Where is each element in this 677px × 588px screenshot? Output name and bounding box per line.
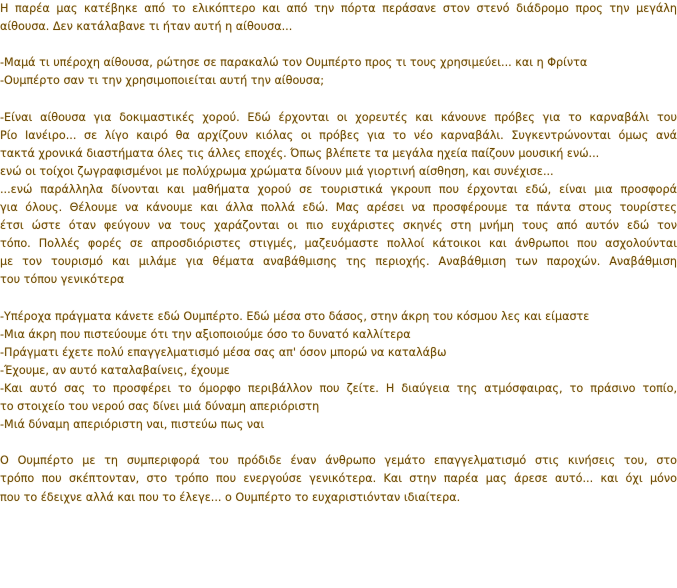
text-line: -Και αυτό σας το προσφέρει το όμορφο περιβάλλον που ζείτε. Η διαύγεια της ατμόσφαιρας, το πράσινο τοπίο, [0,381,677,395]
text-line: για όλους. Θέλουμε να κάνουμε και άλλα πολλά εδώ. Μας αρέσει να προσφέρουμε τα πάντα στους τουρίστες [0,201,677,215]
text-line: -Είναι αίθουσα για δοκιμαστικές χορού. Εδώ έρχονται οι χορευτές και κάνουνε πρόβες για το καρναβάλι του [0,110,677,124]
text-line: έτσι ώστε όταν φεύγουν να τους χαράζονται οι πιο ευχάριστες σκηνές στη μνήμη τους από αυτόν εδώ τον [0,219,677,233]
text-line: τακτά χρονικά διαστήματα όλες τις άλλες εποχές. Όπως βλέπετε τα μεγάλα ηχεία παίζουν μουσική ενώ... [0,146,600,160]
text-line: -Μια άκρη που πιστεύουμε ότι την αξιοποιούμε όσο το δυνατό καλλίτερα [0,327,411,341]
text-line: το στοιχείο του νερού σας δίνει μιά δύναμη απεριόριστη [0,400,320,414]
text-line: -Υπέροχα πράγματα κάνετε εδώ Ουμπέρτο. Εδώ μέσα στο δάσος, στην άκρη του κόσμου λες και είμαστε [0,309,590,323]
paragraph-5 [0,452,677,506]
text-line: με τον τουρισμό και μιλάμε για θέματα αναβάθμισης της περιοχής. Αναβάθμιση των παροχών. Αναβάθμιση [0,255,677,269]
text-line: -Έχουμε, αν αυτό καταλαβαίνεις, έχουμε [0,363,230,377]
text-line: Ο Ουμπέρτο με τη συμπεριφορά του πρόδιδε έναν άνθρωπο γεμάτο επαγγελματισμό στις κινήσεις του, στο [0,454,677,468]
paragraph-gap [0,90,677,108]
text-line: -Ουμπέρτο σαν τι την χρησιμοποιείται αυτή την αίθουσα; [0,74,324,88]
paragraph-4 [0,308,677,435]
text-line: ...ενώ παράλληλα δίνονται και μαθήματα χορού σε τουριστικά γκρουπ που έρχονται εδώ, είναι μια προσφορά [0,182,677,196]
text-line: αίθουσα. Δεν κατάλαβανε τι ήταν αυτή η αίθουσα... [0,20,293,34]
paragraph-3 [0,109,677,290]
text-line: -Μιά δύναμη απεριόριστη ναι, πιστεύω πως ναι [0,418,265,432]
paragraph-2 [0,54,677,90]
paragraph-gap [0,290,677,308]
text-line: -Μαμά τι υπέροχη αίθουσα, ρώτησε σε παρακαλώ τον Ουμπέρτο προς τι τους χρησιμεύει... και η Φρίντα [0,56,588,70]
paragraph-1 [0,0,677,36]
text-line: τρόπο που σκέπτονταν, στο τρόπο που ενεργούσε γενικότερα. Και στην παρέα μας άρεσε αυτό... και όχι μόνο [0,472,677,486]
text-line: Η παρέα μας κατέβηκε από το ελικόπτερο και από την πόρτα περάσανε στον στενό διάδρομο προς την μεγάλη [0,2,677,15]
text-line: -Πράγματι έχετε πολύ επαγγελματισμό μέσα σας απ' όσον μπορώ να καταλάβω [0,345,447,359]
text-line: που το έδειχνε αλλά και που το έλεγε... ο Ουμπέρτο το ευχαριστιόνταν ιδιαίτερα. [0,490,461,504]
paragraph-gap [0,434,677,452]
text-line: Ρίο Ιανέιρο... σε λίγο καιρό θα αρχίζουν κιόλας οι πρόβες για το νέο καρναβάλι. Συγκεντρώνονται όμως ανά [0,128,677,142]
paragraph-gap [0,36,677,54]
text-line: του τόπου γενικότερα [0,273,125,287]
text-line: ενώ οι τοίχοι ζωγραφισμένοι με πολύχρωμα χρώματα δίνουν μιά γιορτινή αίσθηση, και συνέχισε... [0,164,554,178]
text-line: τόπο. Πολλές φορές σε απροσδιόριστες στιγμές, μαζευόμαστε πολλοί κάτοικοι και άνθρωποι που ασχολούνται [0,237,677,251]
